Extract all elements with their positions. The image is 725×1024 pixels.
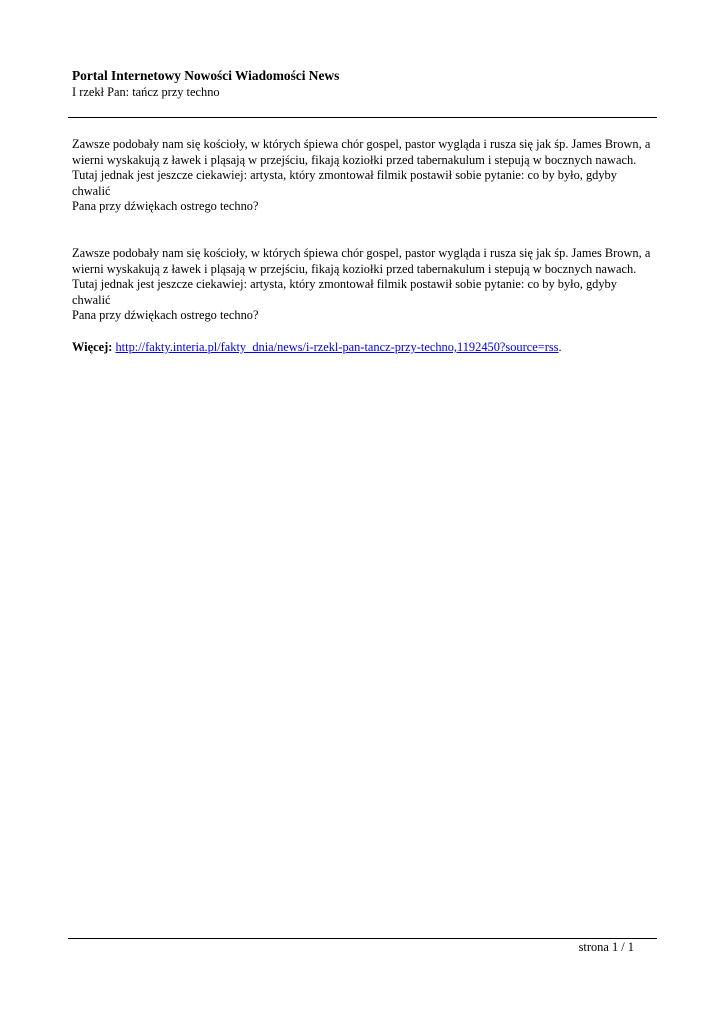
read-more-line <box>72 340 656 356</box>
read-more-label: Więcej: <box>72 339 113 354</box>
source-link[interactable]: http://fakty.interia.pl/fakty_dnia/news/i-rzekl-pan-tancz-przy-techno,1192450?source=rss <box>115 339 559 354</box>
footer-divider <box>68 938 657 939</box>
article-body <box>72 137 656 356</box>
article-title: I rzekł Pan: tańcz przy techno <box>72 85 220 99</box>
article-paragraph: Zawsze podobały nam się kościoły, w których śpiewa chór gospel, pastor wygląda i rusza się jak śp. James Brown, a wierni wyskakują z ławek i pląsają w przejściu, fikają koziołki przed tabernakulum i stepują w bocznych nawach. Tutaj jednak jest jeszcze ciekawiej: artysta, który zmontował filmik postawił sobie pytanie: co by było, gdyby chwalić Pana przy dźwiękach ostrego techno? <box>72 137 651 214</box>
document-header <box>72 68 656 100</box>
article-paragraph: Zawsze podobały nam się kościoły, w których śpiewa chór gospel, pastor wygląda i rusza się jak śp. James Brown, a wierni wyskakują z ławek i pląsają w przejściu, fikają koziołki przed tabernakulum i stepują w bocznych nawach. Tutaj jednak jest jeszcze ciekawiej: artysta, który zmontował filmik postawił sobie pytanie: co by było, gdyby chwalić Pana przy dźwiękach ostrego techno? <box>72 245 651 323</box>
page-number: strona 1 / 1 <box>578 940 634 954</box>
site-title: Portal Internetowy Nowości Wiadomości News <box>72 68 340 83</box>
read-more-suffix: . <box>558 339 562 354</box>
header-divider <box>68 117 657 118</box>
